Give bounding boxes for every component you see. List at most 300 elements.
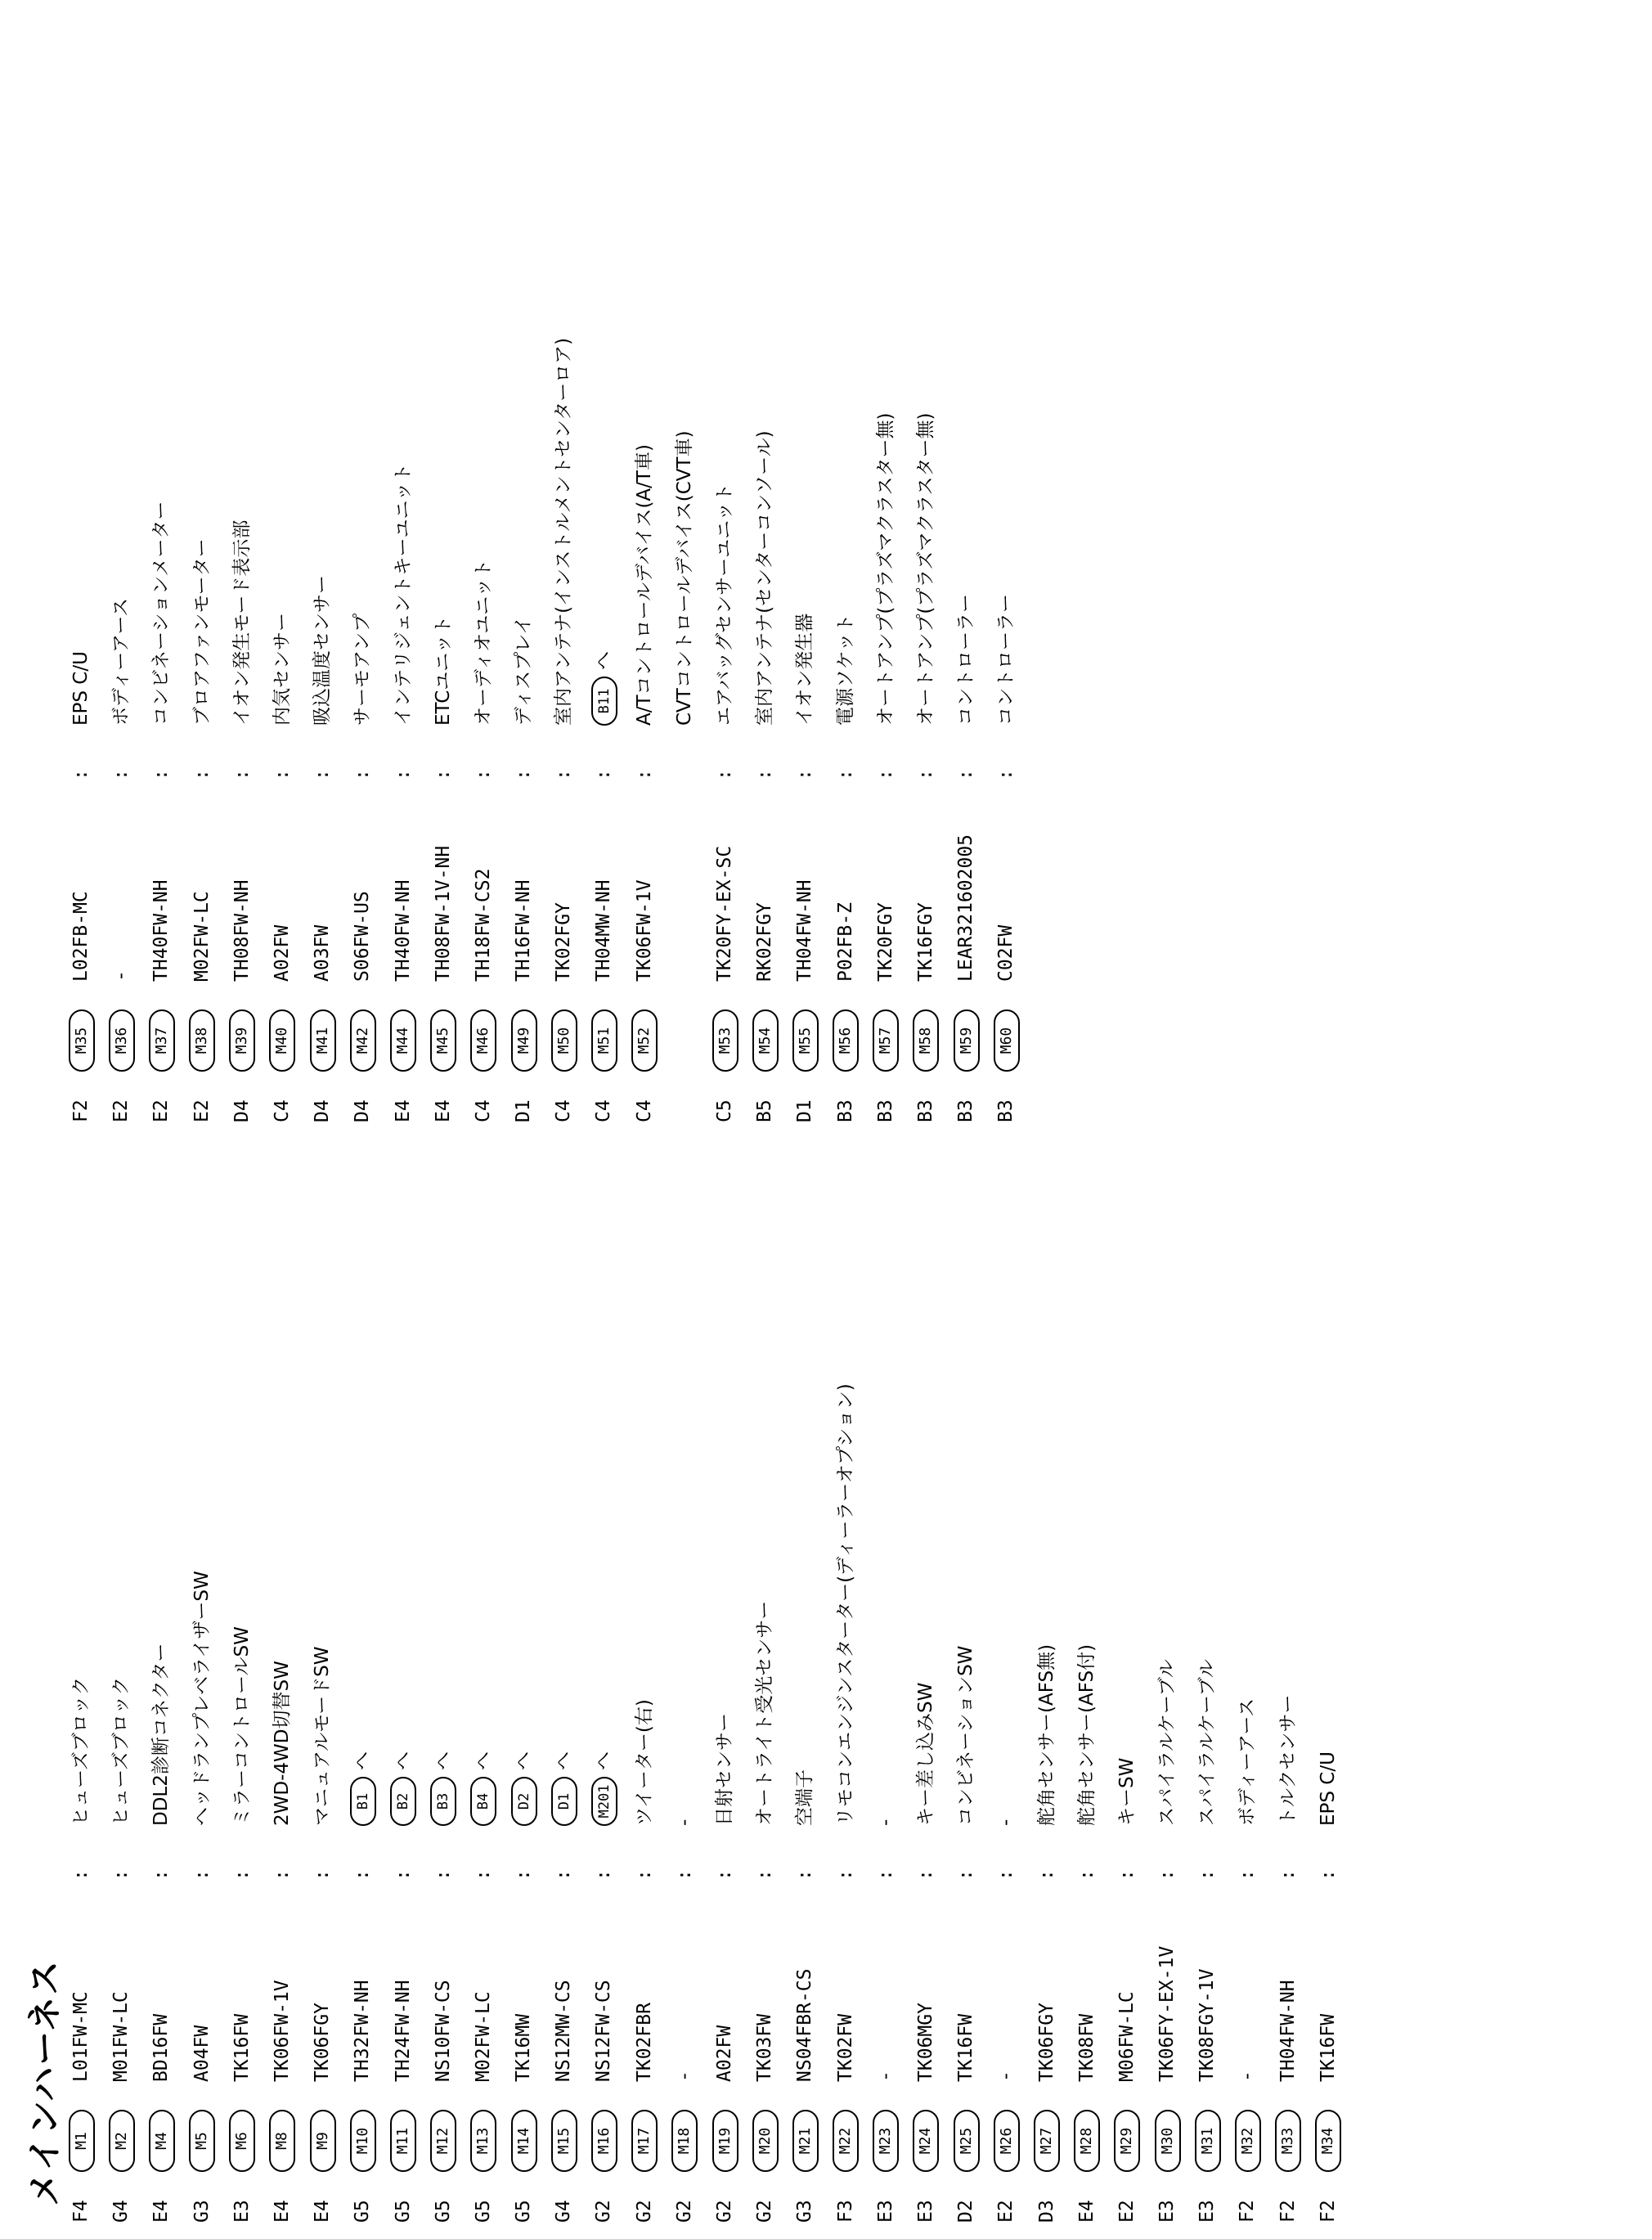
separator: : xyxy=(995,769,1017,780)
connector-code-badge: M11 xyxy=(390,2110,416,2172)
description xyxy=(504,616,544,726)
part-number: TH16FW-NH xyxy=(513,879,535,982)
separator: : xyxy=(673,1869,695,1881)
connector-code-wrap xyxy=(946,2110,986,2172)
description-text: 2WD-4WD切替SW xyxy=(271,1661,293,1826)
separator: : xyxy=(150,769,173,780)
part-number: L01FW-MC xyxy=(70,1991,92,2082)
separator: : xyxy=(231,1869,253,1881)
connector-code-wrap xyxy=(263,1009,303,1072)
part-number: TK08FW xyxy=(1075,2013,1098,2082)
connector-code-wrap xyxy=(384,2110,424,2172)
connector-code-wrap xyxy=(785,2110,825,2172)
part-number: TK03FW xyxy=(754,2013,776,2082)
connector-code-wrap xyxy=(182,2110,222,2172)
grid-ref: G5 xyxy=(513,2200,535,2223)
separator: : xyxy=(352,769,374,780)
grid-ref: E3 xyxy=(914,2200,936,2223)
description xyxy=(544,1751,584,1826)
part-number: P02FB-Z xyxy=(834,902,856,982)
grid-ref: E3 xyxy=(1156,2200,1178,2223)
separator: : xyxy=(754,769,776,780)
separator: : xyxy=(553,1869,575,1881)
description-text: ヘッドランプレベライザーSW xyxy=(191,1571,213,1826)
connector-code-wrap xyxy=(424,1009,464,1072)
separator: : xyxy=(1317,1869,1339,1881)
part-number: M02FW-LC xyxy=(472,1991,494,2082)
connector-code-wrap xyxy=(745,2110,785,2172)
connector-code-wrap xyxy=(384,1009,424,1072)
connector-code-wrap xyxy=(946,1009,986,1072)
separator: : xyxy=(1277,1869,1299,1881)
connector-code-badge: M39 xyxy=(229,1009,255,1072)
separator: : xyxy=(312,1869,334,1881)
connector-code-wrap xyxy=(705,2110,745,2172)
part-number: TK16MW xyxy=(513,2013,535,2082)
part-number: NS04FBR-CS xyxy=(794,1968,816,2082)
connector-code-badge: M31 xyxy=(1195,2110,1221,2172)
part-number: A02FW xyxy=(271,924,293,982)
description-text: へ xyxy=(553,1751,575,1770)
separator: : xyxy=(714,769,735,780)
description-text: インテリジェントキーユニット xyxy=(392,463,414,726)
grid-ref: D4 xyxy=(312,1099,334,1122)
grid-ref: C4 xyxy=(593,1099,615,1122)
separator: : xyxy=(633,1869,655,1881)
connector-code-wrap xyxy=(303,2110,343,2172)
description xyxy=(946,594,986,726)
connector-code-badge: M38 xyxy=(189,1009,215,1072)
description xyxy=(866,1819,906,1826)
description xyxy=(182,538,222,726)
connector-code-wrap xyxy=(665,2110,705,2172)
description-text: 舵角センサー(AFS付) xyxy=(1075,1643,1098,1826)
part-number: NS10FW-CS xyxy=(432,1980,454,2082)
grid-ref: B3 xyxy=(874,1099,896,1122)
connector-code-badge: M8 xyxy=(269,2110,295,2172)
part-number: TH24FW-NH xyxy=(392,1980,414,2082)
separator: : xyxy=(392,1869,414,1881)
description-text: 舵角センサー(AFS無) xyxy=(1035,1643,1057,1826)
description xyxy=(625,1699,665,1826)
connector-code-badge: M37 xyxy=(149,1009,175,1072)
description-text: ETCユニット xyxy=(432,615,454,726)
grid-ref: F3 xyxy=(834,2200,856,2223)
description xyxy=(1067,1644,1107,1826)
grid-ref: D4 xyxy=(231,1099,253,1122)
connector-code-badge: M29 xyxy=(1114,2110,1140,2172)
connector-code-badge: M9 xyxy=(310,2110,336,2172)
connector-code-wrap xyxy=(986,2110,1026,2172)
connector-code-wrap xyxy=(1187,2110,1228,2172)
destination-connector-badge: B4 xyxy=(470,1777,496,1826)
connector-code-badge: M35 xyxy=(69,1009,95,1072)
connector-code-badge: M24 xyxy=(913,2110,939,2172)
description-text: コンビネーションSW xyxy=(955,1645,977,1826)
description-text: 内気センサー xyxy=(271,613,293,726)
description-text: ディスプレイ xyxy=(513,615,535,726)
connector-code-wrap xyxy=(826,2110,866,2172)
part-number: TK02FGY xyxy=(553,902,575,982)
grid-ref: G2 xyxy=(714,2200,735,2223)
connector-code-badge: M1 xyxy=(69,2110,95,2172)
connector-code-wrap xyxy=(866,1009,906,1072)
description-text: ミラーコントロールSW xyxy=(231,1626,253,1826)
connector-code-wrap xyxy=(61,2110,101,2172)
separator: : xyxy=(553,769,575,780)
description xyxy=(464,1751,504,1826)
part-number: TK08FGY-1V xyxy=(1196,1968,1219,2082)
description xyxy=(826,1383,866,1826)
description xyxy=(384,1751,424,1826)
grid-ref: E4 xyxy=(432,1099,454,1122)
connector-code-badge: M21 xyxy=(792,2110,819,2172)
description-text: へ xyxy=(392,1751,414,1770)
connector-code-wrap xyxy=(61,1009,101,1072)
connector-code-wrap xyxy=(785,1009,825,1072)
grid-ref: F2 xyxy=(1277,2200,1299,2223)
page-title: メインハーネス xyxy=(25,1958,65,2206)
part-number: LEAR321602005 xyxy=(955,834,977,982)
grid-ref: B3 xyxy=(955,1099,977,1122)
connector-code-badge: M18 xyxy=(671,2110,698,2172)
grid-ref: E4 xyxy=(150,2200,173,2223)
description-text: へ xyxy=(352,1751,374,1770)
part-number: A04FW xyxy=(191,2025,213,2082)
connector-code-wrap xyxy=(464,2110,504,2172)
connector-code-wrap xyxy=(625,2110,665,2172)
description-text: ヒューズブロック xyxy=(70,1676,92,1826)
part-number: TK06FGY xyxy=(312,2003,334,2082)
part-number: TK16FGY xyxy=(914,902,936,982)
grid-ref: G4 xyxy=(110,2200,132,2223)
description xyxy=(424,1751,464,1826)
grid-ref: F2 xyxy=(70,1099,92,1122)
separator: : xyxy=(914,769,936,780)
description-text: オートライト受光センサー xyxy=(754,1600,776,1826)
connector-code-wrap xyxy=(504,2110,544,2172)
connector-code-wrap xyxy=(906,1009,946,1072)
separator: : xyxy=(472,769,494,780)
separator: : xyxy=(593,1869,615,1881)
connector-code-wrap xyxy=(303,1009,343,1072)
description xyxy=(222,1626,263,1826)
connector-code-wrap xyxy=(544,1009,584,1072)
grid-ref: E2 xyxy=(150,1099,173,1122)
description xyxy=(222,520,263,726)
part-number: BD16FW xyxy=(150,2013,173,2082)
description xyxy=(946,1646,986,1826)
description xyxy=(705,1713,745,1826)
connector-code-badge: M60 xyxy=(994,1009,1020,1072)
connector-code-badge: M15 xyxy=(551,2110,577,2172)
separator: : xyxy=(1196,1869,1219,1881)
separator: : xyxy=(432,769,454,780)
grid-ref: C5 xyxy=(714,1099,735,1122)
separator: : xyxy=(794,769,816,780)
description-text: A/Tコントロールデバイス(A/T車) xyxy=(633,444,655,726)
connector-code-badge: M16 xyxy=(591,2110,617,2172)
connector-code-badge: M50 xyxy=(551,1009,577,1072)
part-number: TK06FGY xyxy=(1035,2003,1057,2082)
connector-code-wrap xyxy=(222,1009,263,1072)
connector-code-wrap xyxy=(424,2110,464,2172)
grid-ref: E3 xyxy=(231,2200,253,2223)
description-text: - xyxy=(995,1819,1017,1826)
description-text: へ xyxy=(593,651,615,670)
description-text: 日射センサー xyxy=(714,1713,735,1826)
grid-ref: G5 xyxy=(472,2200,494,2223)
description xyxy=(906,413,946,726)
description-text: DDL2診断コネクター xyxy=(150,1643,173,1826)
connector-code-badge: M23 xyxy=(873,2110,899,2172)
part-number: TH32FW-NH xyxy=(352,1980,374,2082)
separator: : xyxy=(271,1869,293,1881)
grid-ref: E4 xyxy=(1075,2200,1098,2223)
description xyxy=(61,651,101,726)
connector-code-badge: M19 xyxy=(712,2110,738,2172)
destination-connector-badge: D1 xyxy=(551,1777,577,1826)
separator: : xyxy=(191,769,213,780)
connector-code-badge: M17 xyxy=(631,2110,658,2172)
grid-ref: D1 xyxy=(513,1099,535,1122)
part-number: - xyxy=(1237,2070,1259,2082)
description-text: ボディーアース xyxy=(1237,1697,1259,1826)
description-text: キーSW xyxy=(1116,1757,1138,1826)
connector-code-wrap xyxy=(1067,2110,1107,2172)
description xyxy=(665,430,705,726)
description-text: スパイラルケーブル xyxy=(1196,1659,1219,1826)
description xyxy=(384,463,424,726)
grid-ref: G2 xyxy=(673,2200,695,2223)
connector-code-wrap xyxy=(544,2110,584,2172)
connector-code-badge: M45 xyxy=(430,1009,456,1072)
description xyxy=(182,1571,222,1826)
connector-code-wrap xyxy=(343,2110,383,2172)
connector-code-badge: M22 xyxy=(833,2110,859,2172)
description-text: CVTコントロールデバイス(CVT車) xyxy=(673,430,695,726)
part-number: NS12MW-CS xyxy=(553,1980,575,2082)
grid-ref: F2 xyxy=(1317,2200,1339,2223)
description xyxy=(544,338,584,726)
connector-code-badge: M51 xyxy=(591,1009,617,1072)
connector-code-badge: M20 xyxy=(752,2110,779,2172)
description xyxy=(665,1819,705,1826)
separator: : xyxy=(914,1869,936,1881)
grid-ref: E3 xyxy=(1196,2200,1219,2223)
destination-connector-badge: B11 xyxy=(591,677,617,726)
connector-code-badge: M27 xyxy=(1034,2110,1060,2172)
connector-code-badge: M40 xyxy=(269,1009,295,1072)
connector-code-badge: M46 xyxy=(470,1009,496,1072)
grid-ref: E4 xyxy=(392,1099,414,1122)
separator: : xyxy=(794,1869,816,1881)
connector-code-badge: M41 xyxy=(310,1009,336,1072)
separator: : xyxy=(472,1869,494,1881)
connector-code-badge: M32 xyxy=(1235,2110,1261,2172)
description-text: キー差し込みSW xyxy=(914,1682,936,1826)
grid-ref: C4 xyxy=(472,1099,494,1122)
connector-code-badge: M59 xyxy=(954,1009,980,1072)
grid-ref: B3 xyxy=(834,1099,856,1122)
grid-ref: E2 xyxy=(1116,2200,1138,2223)
grid-ref: E2 xyxy=(191,1099,213,1122)
connector-code-badge: M42 xyxy=(350,1009,376,1072)
grid-ref: E4 xyxy=(271,2200,293,2223)
grid-ref: E3 xyxy=(874,2200,896,2223)
description-text: コンビネーションメーター xyxy=(150,501,173,726)
description-text: へ xyxy=(472,1751,494,1770)
grid-ref: G3 xyxy=(794,2200,816,2223)
connector-code-wrap xyxy=(1107,2110,1147,2172)
grid-ref: C4 xyxy=(553,1099,575,1122)
connector-code-badge: M12 xyxy=(430,2110,456,2172)
part-number: TK20FY-EX-SC xyxy=(714,845,735,982)
description xyxy=(1187,1659,1228,1826)
part-number: - xyxy=(874,2070,896,2082)
part-number: RK02FGY xyxy=(754,902,776,982)
part-number: TK20FGY xyxy=(874,902,896,982)
description-text: 電源ソケット xyxy=(834,614,856,726)
connector-code-badge: M14 xyxy=(511,2110,537,2172)
separator: : xyxy=(110,769,132,780)
part-number: TH04MW-NH xyxy=(593,879,615,982)
separator: : xyxy=(714,1869,735,1881)
description-text: へ xyxy=(513,1751,535,1770)
description xyxy=(303,1646,343,1826)
part-number: C02FW xyxy=(995,924,1017,982)
description-text: サーモアンプ xyxy=(352,613,374,726)
grid-ref: G2 xyxy=(633,2200,655,2223)
connector-code-badge: M34 xyxy=(1315,2110,1341,2172)
separator: : xyxy=(754,1869,776,1881)
part-number: A02FW xyxy=(714,2025,735,2082)
grid-ref: G3 xyxy=(191,2200,213,2223)
part-number: TH40FW-NH xyxy=(392,879,414,982)
description xyxy=(584,651,624,726)
separator: : xyxy=(513,1869,535,1881)
description xyxy=(1228,1698,1268,1826)
separator: : xyxy=(995,1869,1017,1881)
separator: : xyxy=(271,769,293,780)
connector-code-wrap xyxy=(1228,2110,1268,2172)
part-number: NS12FW-CS xyxy=(593,1980,615,2082)
destination-connector-badge: M201 xyxy=(591,1777,617,1826)
description-text: コントローラー xyxy=(995,594,1017,726)
connector-code-badge: M26 xyxy=(994,2110,1020,2172)
connector-code-badge: M57 xyxy=(873,1009,899,1072)
description-text: ボディーアース xyxy=(110,597,132,726)
part-number: TH04FW-NH xyxy=(794,879,816,982)
separator: : xyxy=(955,1869,977,1881)
description xyxy=(986,1819,1026,1826)
connector-code-badge: M2 xyxy=(109,2110,135,2172)
description xyxy=(424,616,464,726)
part-number: TK02FBR xyxy=(633,2003,655,2082)
part-number: L02FB-MC xyxy=(70,891,92,982)
connector-code-wrap xyxy=(141,1009,182,1072)
grid-ref: G2 xyxy=(754,2200,776,2223)
description xyxy=(141,1643,182,1826)
description xyxy=(785,1769,825,1826)
connector-code-wrap xyxy=(745,1009,785,1072)
separator: : xyxy=(1156,1869,1178,1881)
description-text: ツイーター(右) xyxy=(633,1699,655,1826)
part-number: TK06FW-1V xyxy=(633,879,655,982)
description-text: ブロアファンモーター xyxy=(191,538,213,726)
description xyxy=(343,1751,383,1826)
separator: : xyxy=(70,1869,92,1881)
connector-code-badge: M36 xyxy=(109,1009,135,1072)
grid-ref: G5 xyxy=(432,2200,454,2223)
part-number: - xyxy=(673,2070,695,2082)
grid-ref: D1 xyxy=(794,1099,816,1122)
connector-code-badge: M13 xyxy=(470,2110,496,2172)
description-text: ヒューズブロック xyxy=(110,1676,132,1826)
connector-code-wrap xyxy=(584,1009,624,1072)
connector-code-wrap xyxy=(1027,2110,1067,2172)
description xyxy=(584,1751,624,1826)
connector-code-wrap xyxy=(263,2110,303,2172)
description-text: 吸込温度センサー xyxy=(312,575,334,726)
grid-ref: D3 xyxy=(1035,2200,1057,2223)
connector-code-badge: M56 xyxy=(833,1009,859,1072)
grid-ref: G5 xyxy=(352,2200,374,2223)
grid-ref: E2 xyxy=(110,1099,132,1122)
grid-ref: F2 xyxy=(1237,2200,1259,2223)
grid-ref: D4 xyxy=(352,1099,374,1122)
grid-ref: E2 xyxy=(995,2200,1017,2223)
description-text: EPS C/U xyxy=(70,651,92,726)
description xyxy=(1309,1751,1349,1826)
description xyxy=(745,430,785,726)
connector-code-wrap xyxy=(101,1009,141,1072)
description xyxy=(504,1751,544,1826)
connector-code-badge: M53 xyxy=(712,1009,738,1072)
connector-code-wrap xyxy=(1147,2110,1187,2172)
part-number: TK06FY-EX-1V xyxy=(1156,1945,1178,2082)
connector-code-badge: M49 xyxy=(511,1009,537,1072)
description xyxy=(303,575,343,726)
grid-ref: G2 xyxy=(593,2200,615,2223)
connector-code-badge: M25 xyxy=(954,2110,980,2172)
separator: : xyxy=(392,769,414,780)
connector-code-wrap xyxy=(986,1009,1026,1072)
description xyxy=(1268,1694,1309,1826)
connector-code-badge: M58 xyxy=(913,1009,939,1072)
part-number: S06FW-US xyxy=(352,891,374,982)
connector-code-wrap xyxy=(464,1009,504,1072)
grid-ref: G4 xyxy=(553,2200,575,2223)
description xyxy=(101,598,141,726)
separator: : xyxy=(352,1869,374,1881)
description-text: - xyxy=(874,1819,896,1826)
separator: : xyxy=(1035,1869,1057,1881)
part-number: TH40FW-NH xyxy=(150,879,173,982)
connector-code-wrap xyxy=(182,1009,222,1072)
separator: : xyxy=(432,1869,454,1881)
grid-ref: G5 xyxy=(392,2200,414,2223)
part-number: TK16FW xyxy=(1317,2013,1339,2082)
grid-ref: B5 xyxy=(754,1099,776,1122)
description-text: オートアンプ(プラズマクラスター無) xyxy=(914,412,936,726)
connector-code-wrap xyxy=(906,2110,946,2172)
grid-ref: C4 xyxy=(271,1099,293,1122)
description xyxy=(745,1601,785,1826)
part-number: TH18FW-CS2 xyxy=(472,868,494,982)
grid-ref: D2 xyxy=(955,2200,977,2223)
connector-code-badge: M10 xyxy=(350,2110,376,2172)
